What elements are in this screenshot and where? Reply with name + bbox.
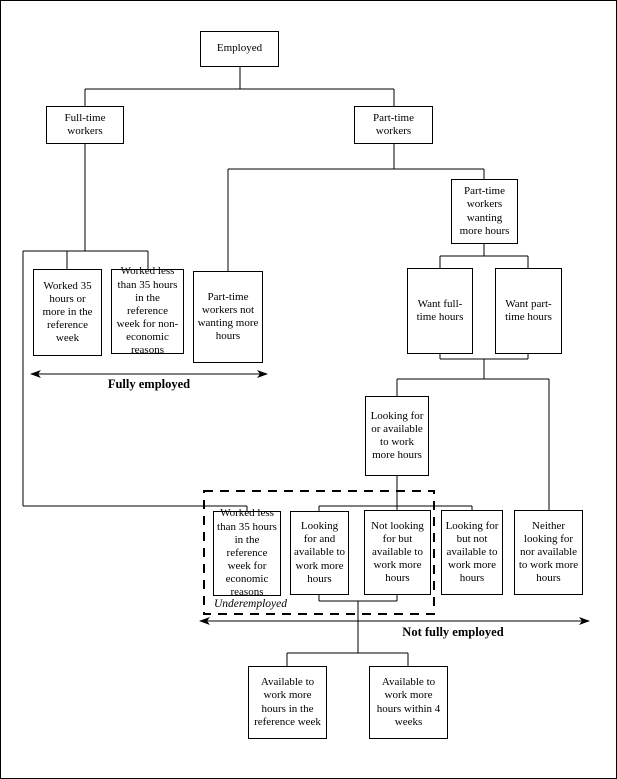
connector-wanting-split [440, 244, 528, 268]
connector-employed-split [85, 66, 394, 106]
node-want-part-time-hours: Want part-time hours [495, 268, 562, 354]
node-neither-looking-nor-available: Neither looking for nor available to work more hours [514, 510, 583, 595]
node-part-time-not-wanting-more-hours: Part-time workers not wanting more hours [193, 271, 263, 363]
node-worked-less-economic: Worked less than 35 hours in the reference week for economic reasons [213, 511, 281, 596]
node-part-time-wanting-more-hours: Part-time workers wanting more hours [451, 179, 518, 244]
node-worked-35-or-more: Worked 35 hours or more in the reference week [33, 269, 102, 356]
node-full-time-workers: Full-time workers [46, 106, 124, 144]
node-employed: Employed [200, 31, 279, 67]
node-available-reference-week: Available to work more hours in the reference week [248, 666, 327, 739]
node-available-within-4-weeks: Available to work more hours within 4 weeks [369, 666, 448, 739]
connector-parttime-branch [228, 144, 484, 271]
fully-employed-label: Fully employed [107, 377, 191, 391]
connector-looking-split [319, 476, 472, 511]
node-worked-less-non-economic: Worked less than 35 hours in the reference week for non-economic reasons [111, 269, 184, 354]
node-part-time-workers: Part-time workers [354, 106, 433, 144]
node-looking-and-available: Looking for and available to work more hours [290, 511, 349, 595]
node-looking-or-available: Looking for or available to work more hours [365, 396, 429, 476]
not-fully-employed-label: Not fully employed [402, 625, 504, 639]
node-want-full-time-hours: Want full-time hours [407, 268, 473, 354]
node-not-looking-but-available: Not looking for but available to work more hours [364, 510, 431, 595]
node-looking-but-not-available: Looking for but not available to work more hours [441, 510, 503, 595]
underemployed-label: Underemployed [214, 598, 288, 610]
